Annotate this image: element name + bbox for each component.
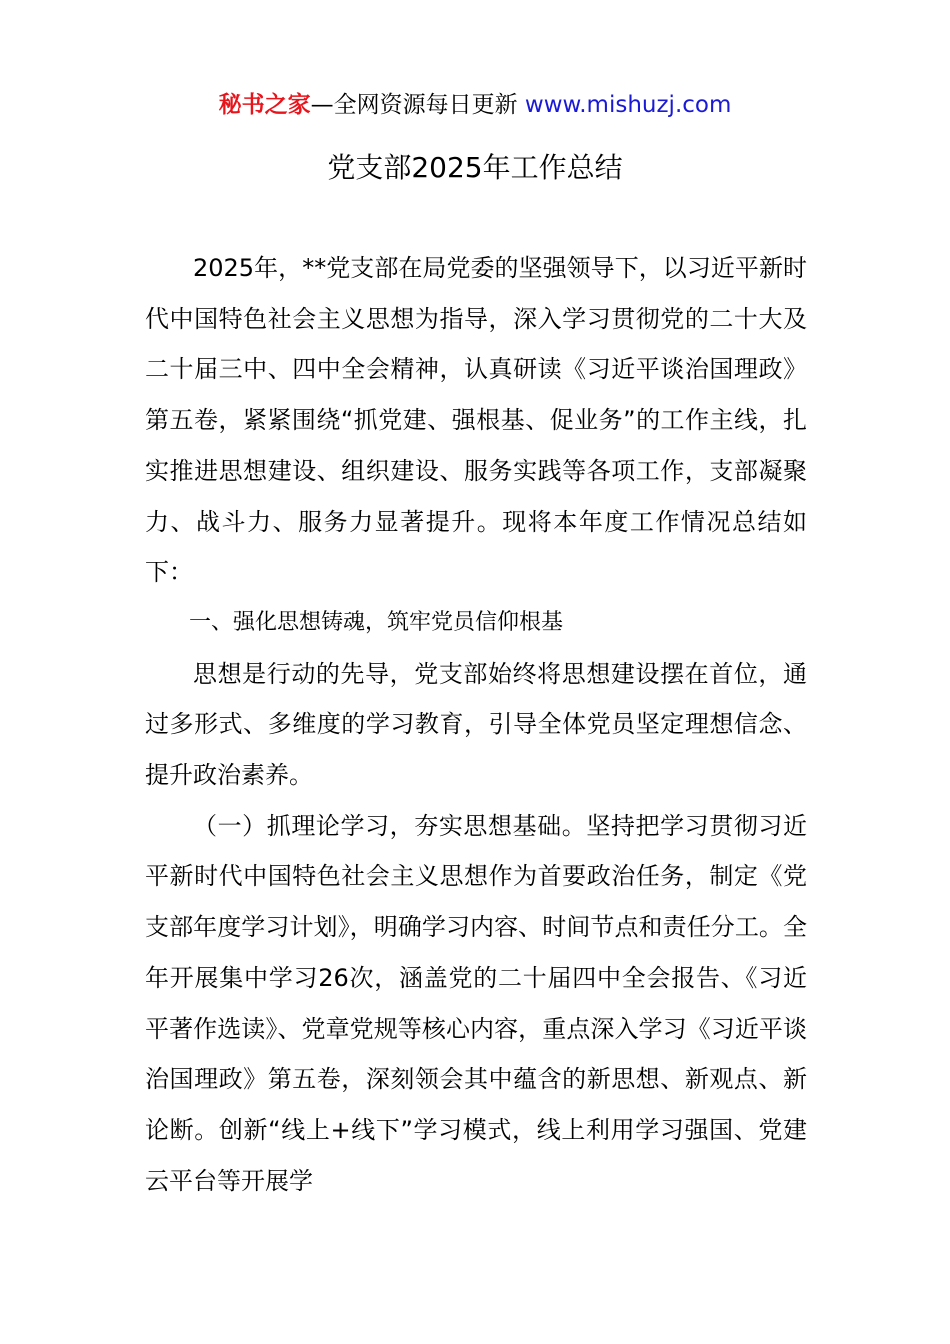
site-brand: 秘书之家 [218, 92, 311, 118]
document-title: 党支部2025年工作总结 [327, 151, 623, 184]
site-tagline: —全网资源每日更新 [310, 92, 525, 118]
section-intro-paragraph: 思想是行动的先导，党支部始终将思想建设摆在首位，通过多形式、多维度的学习教育，引导全体党员坚定理想信念、提升政治素养。 [145, 659, 807, 790]
section-item-paragraph: （一）抓理论学习，夯实思想基础。坚持把学习贯彻习近平新时代中国特色社会主义思想作为首要政治任务，制定《党支部年度学习计划》，明确学习内容、时间节点和责任分工。全年开展集中学习26次，涵盖党的二十届四中全会报告、《习近平著作选读》、党章党规等核心内容，重点深入学习《习近平谈治国理政》第五卷，深刻领会其中蕴含的新思想、新观点、新论断。创新“线上+线下”学习模式，线上利用学习强国、党建云平台等开展学 [145, 811, 807, 1195]
section-heading: 一、强化思想铸魂，筑牢党员信仰根基 [189, 609, 564, 635]
intro-paragraph: 2025年，**党支部在局党委的坚强领导下，以习近平新时代中国特色社会主义思想为指导，深入学习贯彻党的二十大及二十届三中、四中全会精神，认真研读《习近平谈治国理政》第五卷，紧紧围绕“抓党建、强根基、促业务”的工作主线，扎实推进思想建设、组织建设、服务实践等各项工作，支部凝聚力、战斗力、服务力显著提升。现将本年度工作情况总结如下： [145, 254, 807, 587]
document-body [145, 243, 807, 1206]
site-url-link[interactable]: www.mishuzj.com [524, 92, 732, 118]
site-header [0, 88, 950, 122]
